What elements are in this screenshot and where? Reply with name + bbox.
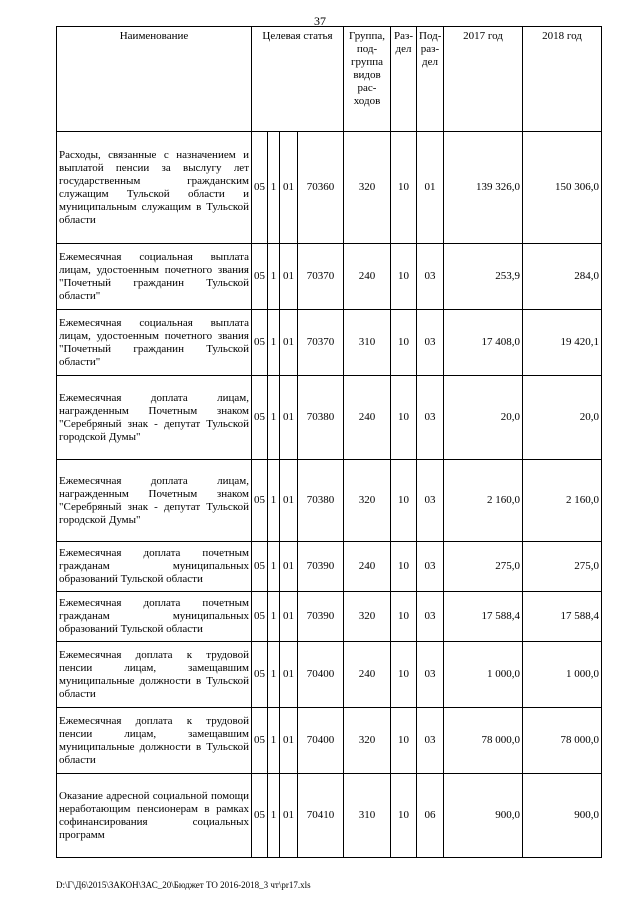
subsection: 03 <box>417 642 444 708</box>
target-code-3: 01 <box>280 376 298 460</box>
amount-2018: 1 000,0 <box>523 642 602 708</box>
amount-2017: 900,0 <box>444 774 523 858</box>
amount-2017: 17 588,4 <box>444 592 523 642</box>
header-target: Целевая статья <box>252 27 344 132</box>
header-row <box>57 27 602 132</box>
row-name: Ежемесячная социальная выплата лицам, удостоенным почетного звания "Почетный гражданин Тульской области" <box>57 244 252 310</box>
target-code-2: 1 <box>268 708 280 774</box>
amount-2017: 139 326,0 <box>444 132 523 244</box>
table-row <box>57 244 602 310</box>
section: 10 <box>391 376 417 460</box>
section: 10 <box>391 310 417 376</box>
section: 10 <box>391 460 417 542</box>
header-name: Наименование <box>57 27 252 132</box>
target-code-3: 01 <box>280 132 298 244</box>
target-code-1: 05 <box>252 132 268 244</box>
row-name: Оказание адресной социальной помощи неработающим пенсионерам в рамках софинансирования социальных программ <box>57 774 252 858</box>
subsection: 03 <box>417 592 444 642</box>
amount-2018: 78 000,0 <box>523 708 602 774</box>
section: 10 <box>391 244 417 310</box>
row-name: Ежемесячная доплата к трудовой пенсии лицам, замещавшим муниципальные должности в Тульской области <box>57 708 252 774</box>
amount-2018: 275,0 <box>523 542 602 592</box>
target-code-1: 05 <box>252 542 268 592</box>
expense-group: 240 <box>344 376 391 460</box>
header-2018: 2018 год <box>523 27 602 132</box>
section: 10 <box>391 542 417 592</box>
amount-2018: 2 160,0 <box>523 460 602 542</box>
section: 10 <box>391 708 417 774</box>
target-code-3: 01 <box>280 642 298 708</box>
header-2017: 2017 год <box>444 27 523 132</box>
row-name: Ежемесячная доплата почетным гражданам муниципальных образований Тульской области <box>57 592 252 642</box>
row-name: Ежемесячная доплата к трудовой пенсии лицам, замещавшим муниципальные должности в Тульской области <box>57 642 252 708</box>
expense-group: 240 <box>344 642 391 708</box>
table-row <box>57 376 602 460</box>
target-code-3: 01 <box>280 460 298 542</box>
target-code-4: 70400 <box>298 708 344 774</box>
row-name: Ежемесячная доплата почетным гражданам муниципальных образований Тульской области <box>57 542 252 592</box>
amount-2017: 275,0 <box>444 542 523 592</box>
target-code-4: 70370 <box>298 244 344 310</box>
table-row <box>57 708 602 774</box>
row-name: Расходы, связанные с назначением и выплатой пенсии за выслугу лет государственным гражданским служащим Тульской области и муниципальным служащим в Тульской области <box>57 132 252 244</box>
target-code-2: 1 <box>268 542 280 592</box>
amount-2017: 1 000,0 <box>444 642 523 708</box>
target-code-3: 01 <box>280 542 298 592</box>
target-code-4: 70410 <box>298 774 344 858</box>
amount-2017: 2 160,0 <box>444 460 523 542</box>
amount-2018: 284,0 <box>523 244 602 310</box>
expense-group: 240 <box>344 542 391 592</box>
table-row <box>57 642 602 708</box>
target-code-2: 1 <box>268 376 280 460</box>
target-code-4: 70390 <box>298 592 344 642</box>
amount-2018: 17 588,4 <box>523 592 602 642</box>
expense-group: 320 <box>344 132 391 244</box>
amount-2017: 253,9 <box>444 244 523 310</box>
expense-group: 310 <box>344 310 391 376</box>
subsection: 03 <box>417 542 444 592</box>
target-code-3: 01 <box>280 774 298 858</box>
table-row <box>57 310 602 376</box>
target-code-3: 01 <box>280 708 298 774</box>
subsection: 03 <box>417 376 444 460</box>
target-code-4: 70380 <box>298 376 344 460</box>
amount-2017: 20,0 <box>444 376 523 460</box>
target-code-4: 70400 <box>298 642 344 708</box>
subsection: 03 <box>417 460 444 542</box>
table-row <box>57 460 602 542</box>
target-code-2: 1 <box>268 642 280 708</box>
target-code-1: 05 <box>252 376 268 460</box>
target-code-1: 05 <box>252 592 268 642</box>
target-code-1: 05 <box>252 774 268 858</box>
header-section: Раз-дел <box>391 27 417 132</box>
section: 10 <box>391 774 417 858</box>
budget-table <box>56 26 602 858</box>
section: 10 <box>391 132 417 244</box>
target-code-3: 01 <box>280 310 298 376</box>
table-row <box>57 542 602 592</box>
target-code-3: 01 <box>280 244 298 310</box>
target-code-2: 1 <box>268 132 280 244</box>
target-code-1: 05 <box>252 244 268 310</box>
amount-2018: 900,0 <box>523 774 602 858</box>
section: 10 <box>391 592 417 642</box>
subsection: 03 <box>417 708 444 774</box>
expense-group: 320 <box>344 708 391 774</box>
expense-group: 240 <box>344 244 391 310</box>
target-code-1: 05 <box>252 642 268 708</box>
target-code-1: 05 <box>252 310 268 376</box>
expense-group: 310 <box>344 774 391 858</box>
amount-2018: 19 420,1 <box>523 310 602 376</box>
amount-2017: 17 408,0 <box>444 310 523 376</box>
target-code-4: 70390 <box>298 542 344 592</box>
target-code-4: 70370 <box>298 310 344 376</box>
row-name: Ежемесячная социальная выплата лицам, удостоенным почетного звания "Почетный гражданин Тульской области" <box>57 310 252 376</box>
amount-2018: 150 306,0 <box>523 132 602 244</box>
target-code-3: 01 <box>280 592 298 642</box>
target-code-2: 1 <box>268 592 280 642</box>
subsection: 03 <box>417 310 444 376</box>
table-body <box>57 132 602 858</box>
header-subsection: Под-раз-дел <box>417 27 444 132</box>
subsection: 03 <box>417 244 444 310</box>
row-name: Ежемесячная доплата лицам, награжденным Почетным знаком "Серебряный знак - депутат Тульской городской Думы" <box>57 376 252 460</box>
file-path-footer: D:\Г\Д6\2015\ЗАКОН\ЗАС_20\Бюджет ТО 2016-2018_3 чт\pr17.xls <box>56 880 311 890</box>
amount-2017: 78 000,0 <box>444 708 523 774</box>
target-code-4: 70360 <box>298 132 344 244</box>
page-number: 37 <box>314 14 326 28</box>
target-code-2: 1 <box>268 310 280 376</box>
table-row <box>57 132 602 244</box>
header-group: Группа, под-группа видов рас-ходов <box>344 27 391 132</box>
target-code-1: 05 <box>252 708 268 774</box>
subsection: 01 <box>417 132 444 244</box>
table-row <box>57 774 602 858</box>
subsection: 06 <box>417 774 444 858</box>
target-code-2: 1 <box>268 244 280 310</box>
section: 10 <box>391 642 417 708</box>
target-code-2: 1 <box>268 774 280 858</box>
table-row <box>57 592 602 642</box>
amount-2018: 20,0 <box>523 376 602 460</box>
expense-group: 320 <box>344 592 391 642</box>
target-code-1: 05 <box>252 460 268 542</box>
target-code-2: 1 <box>268 460 280 542</box>
expense-group: 320 <box>344 460 391 542</box>
row-name: Ежемесячная доплата лицам, награжденным Почетным знаком "Серебряный знак - депутат Тульской городской Думы" <box>57 460 252 542</box>
target-code-4: 70380 <box>298 460 344 542</box>
